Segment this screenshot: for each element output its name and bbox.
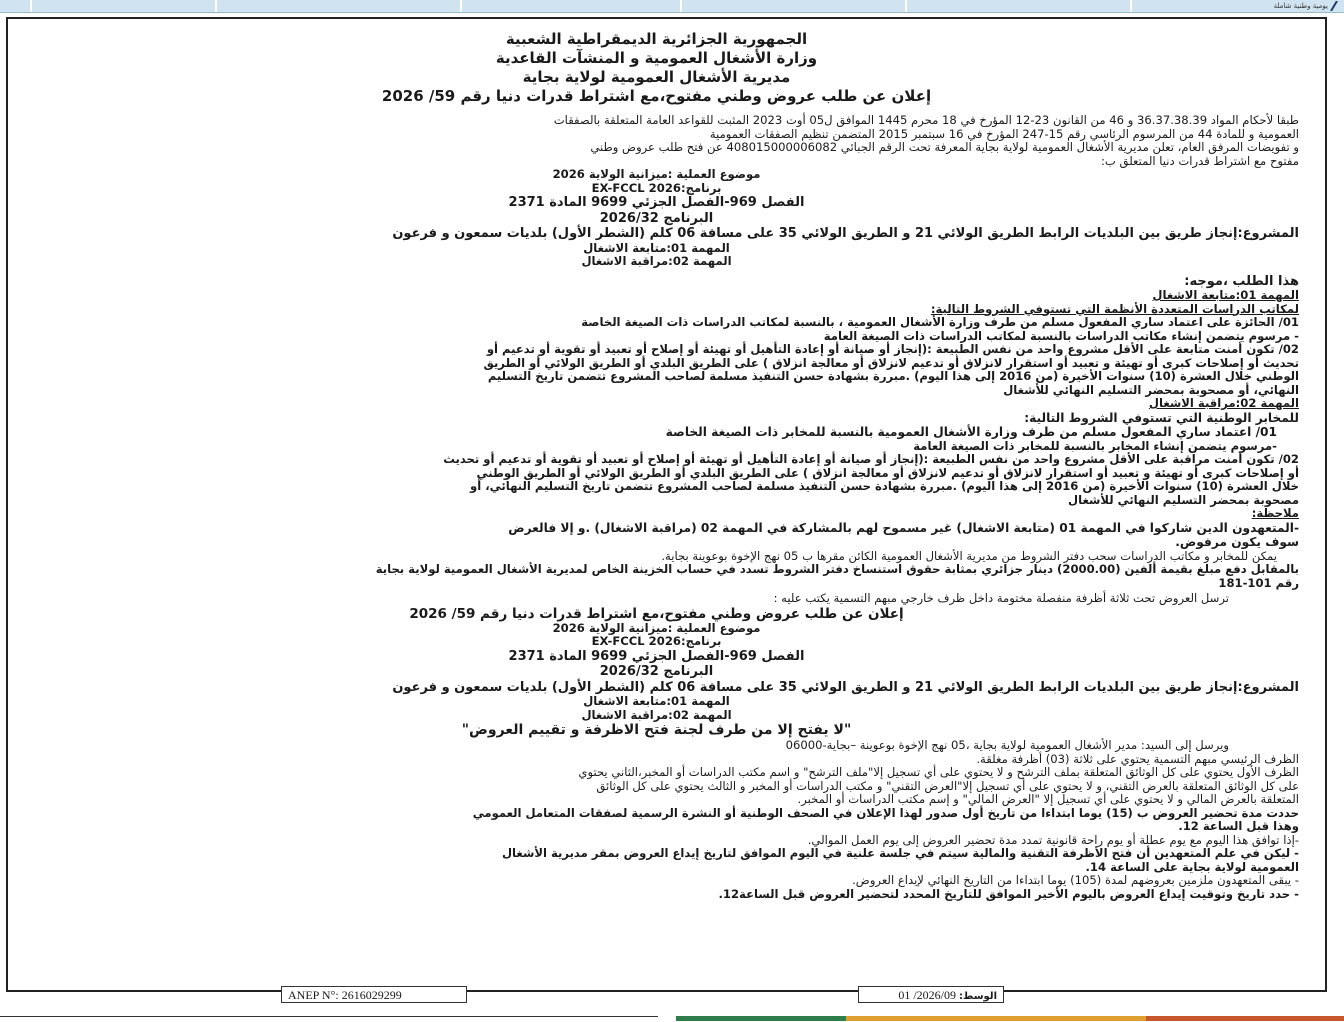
labs-condition: أو إصلاحات كبرى أو تهيئة و تعبيد أو استقرار لانزلاق أو تدعيم لانزلاق أو معالجة انزلاق ) على الطريق البلدي أو الطريق الولائي أو الطريق الوطني: [476, 465, 1299, 480]
submission-line: - يبقى المتعهدون ملزمين بعروضهم لمدة (105) يوما ابتداءا من التاريخ النهائي لإيداع العروض.: [852, 873, 1299, 887]
submission-line: - ليكن في علم المتعهدين أن فتح الأظرفة التقنية والمالية سيتم في جلسة علنية في اليوم الموافق لتاريخ إيداع العروض بمقر مديرية الأشغال: [501, 846, 1299, 860]
offices-condition: النهائي، أو مصحوبة بمحضر التسليم النهائي للأشغال: [1003, 382, 1299, 397]
operation-subject: موضوع العملية :ميزانية الولاية 2026: [552, 167, 761, 181]
bottom-strip-orange: [846, 1016, 1146, 1021]
intro-paragraph: [14, 114, 1299, 168]
masthead-separator: [1130, 0, 1132, 12]
offices-heading: لمكاتب الدراسات المتعددة الأنظمة التي تستوفي الشروط التالية:: [930, 301, 1299, 316]
withdrawal-line: يمكن للمخابر و مكاتب الدراسات سحب دفتر الشروط من مديرية الأشغال العمومية الكائن مقرها ب 05 نهج الإخوة بوعوينة بجاية.: [661, 548, 1277, 563]
task2-label: المهمة 02:مراقبة الاشغال: [581, 254, 732, 268]
masthead-separator: [30, 0, 32, 12]
submission-line: المتعلقة بالعرض المالي و لا يحتوي على أي تسجيل إلا "العرض المالي" و إسم مكتب الدراسات أو المخبر.: [797, 792, 1299, 806]
announcement-body: [14, 30, 1299, 901]
operation-chapter: الفصل 969-الفصل الجزئي 9699 المادة 2371: [508, 195, 805, 210]
bottom-strip-green: [676, 1016, 846, 1021]
logo-text: يومية وطنية شاملة: [1273, 2, 1328, 10]
submission-line: الظرف الرئيسي مبهم التسمية يحتوي على ثلاثة (03) أظرفة مغلقة.: [976, 751, 1299, 766]
envelope-program-label: برنامج:EX-FCCL 2026: [591, 634, 722, 648]
republic-heading: الجمهورية الجزائرية الديمقراطية الشعبية: [505, 30, 808, 48]
note-line: سوف يكون مرفوض.: [1175, 535, 1299, 549]
intro-line: العمومية و للمادة 44 من المرسوم الرئاسي رقم 15-247 المؤرخ في 16 سبتمبر 2015 المتضمن تنظيم الصفقات العمومية: [709, 126, 1299, 141]
labs-condition: 02/ تكون أمنت مراقبة على الأقل مشروع واحد من نفس الطبيعة :(إنجاز أو صيانة أو إعادة التأهيل أو تهيئة أو إصلاح أو تعبيد أو تقوية أو تدعيم أو تحديث: [443, 452, 1299, 466]
ministry-heading: وزارة الأشغال العمومية و المنشآت القاعدية: [495, 49, 818, 67]
note-line: -المتعهدون الدين شاركوا في المهمة 01 (متابعة الاشغال) غير مسموح لهم بالمشاركة في المهمة 02 (مراقبة الاشغال) .و إلا فالعرض: [508, 520, 1299, 535]
task1-label: المهمة 01:متابعة الاشغال: [583, 240, 730, 255]
submission-line: -إذا توافق هذا اليوم مع يوم عطلة أو يوم راحة قانونية تمدد مدة تحضير العروض إلى يوم العمل الموالي.: [807, 832, 1299, 847]
submission-address: ويرسل إلى السيد: مدير الأشغال العمومية لولاية بجاية ،05 نهج الإخوة بوعوينة –بجاية-06000: [785, 738, 1229, 752]
envelope-task2: المهمة 02:مراقبة الاشغال: [581, 707, 732, 722]
do-not-open-notice: "لا يفتح إلا من طرف لجنة فتح الاظرفة و تقييم العروض": [461, 722, 852, 738]
operation-program-label: برنامج:EX-FCCL 2026: [591, 180, 722, 195]
labs-heading: للمخابر الوطنية التي تستوفي الشروط التالية:: [1024, 410, 1299, 425]
labs-condition: مصحوبة بمحضر التسليم النهائي للأشغال: [1068, 492, 1299, 507]
submission-line: الظرف الأول يحتوي على كل الوثائق المتعلقة بملف الترشح و لا يحتوي على أي تسجيل إلا"ملف الترشح" و اسم مكتب الدراسات أو المخبر،الثاني يحتوي: [578, 765, 1299, 779]
offices-condition: الوطني خلال العشرة (10) سنوات الأخيرة (من 2016 إلى هذا اليوم) .مبررة بشهادة حسن التنفيذ مسلمة لصاحب المشروع تتضمن تاريخ التسليم: [487, 369, 1299, 383]
withdrawal-payment: بالمقابل دفع مبلغ بقيمة ألفين (2000.00) دينار جزائري بمثابة حقوق استنساخ دفتر الشروط تسدد في حساب الخزينة الخاص لمديرية الأشغال العمومية لولاية بجاية: [375, 562, 1299, 576]
request-task1-heading: المهمة 01:متابعة الاشغال: [1152, 288, 1299, 302]
request-task2-heading: المهمة 02:مراقبة الاشغال: [1148, 396, 1299, 410]
withdrawal-account: رقم 101-181: [1218, 575, 1299, 590]
submission-line: على كل الوثائق المتعلقة بالعرض التقني، و لا يحتوي على أي تسجيل إلا"العرض التقني" و مكتب الدراسات أو المخبر و الثالث يحتوي على كل الوثائق: [596, 778, 1299, 793]
bottom-rule-left: [0, 1016, 658, 1022]
publication-date: 2026/09/ 01: [898, 988, 956, 1002]
envelope-chapter: الفصل 969-الفصل الجزئي 9699 المادة 2371: [508, 648, 805, 664]
directorate-heading: مديرية الأشغال العمومية لولاية بجاية: [522, 68, 791, 86]
submission-line: حددت مدة تحضير العروض ب (15) يوما ابتداءا من تاريخ أول صدور لهذا الإعلان في الصحف الوطنية أو النشرة الرسمية لصفقات المتعامل العمومي: [472, 805, 1299, 820]
newspaper-logo: [1274, 0, 1338, 12]
envelope-title: إعلان عن طلب عروض وطني مفتوح،مع اشتراط قدرات دنيا رقم 59/ 2026: [409, 605, 904, 622]
operation-program: البرنامج 2026/32: [599, 210, 714, 226]
offices-condition: تحديث أو إصلاحات كبرى أو تهيئة و تعبيد أو استقرار لانزلاق أو تدعيم لانزلاق أو معالجة انزلاق ) على الطريق البلدي أو الطريق الولائي أو الطريق: [483, 355, 1299, 370]
submission-line: - حدد تاريخ وتوقيت إيداع العروض باليوم الأخير الموافق للتاريخ المحدد لتحضير العروض قبل الساعة12.: [718, 886, 1299, 901]
envelope-instruction: ترسل العروض تحت ثلاثة أظرفة منفصلة مختومة داخل ظرف خارجي مبهم التسمية يكتب عليه :: [773, 591, 1229, 605]
labs-condition: -مرسوم يتضمن إنشاء المخابر بالنسبة للمخابر ذات الصيغة العامة: [913, 438, 1277, 453]
note-heading: ملاحظة:: [1251, 506, 1299, 520]
masthead-separator: [905, 0, 907, 12]
logo-slash-icon: [1330, 1, 1338, 11]
intro-line: و تفويضات المرفق العام، تعلن مديرية الأشغال العمومية لولاية بجاية المعرفة تحت الرقم الجبائي 408015000006082 عن فتح طلب عروض وطني: [590, 140, 1299, 154]
intro-line: مفتوح مع اشتراط قدرات دنيا المتعلق ب:: [1101, 153, 1299, 168]
masthead-separator: [680, 0, 682, 12]
project-title: المشروع:إنجاز طريق بين البلديات الرابط الطريق الولائي 21 و الطريق الولائي 35 على مسافة 06 كلم (الشطر الأول) بلديات سمعون و فرعون: [392, 226, 1299, 241]
bottom-strip-red: [1146, 1016, 1344, 1021]
publication-date-badge: [858, 986, 1004, 1003]
offices-condition: 02/ تكون أمنت متابعة على الأقل مشروع واحد من نفس الطبيعة :(إنجاز أو صيانة أو إعادة التأهيل أو تهيئة أو إصلاح أو تعبيد أو تقوية أو تدعيم أو: [486, 342, 1299, 356]
envelope-project: المشروع:إنجاز طريق بين البلديات الرابط الطريق الولائي 21 و الطريق الولائي 35 على مسافة 06 كلم (الشطر الأول) بلديات سمعون و فرعون: [392, 679, 1299, 695]
offices-condition: - مرسوم يتضمن إنشاء مكاتب الدراسات بالنسبة لمكاتب الدراسات ذات الصيغة العامة: [823, 328, 1299, 343]
submission-line: العمومية لولاية بجاية على الساعة 14.: [1085, 859, 1299, 874]
masthead-separator: [215, 0, 217, 12]
offices-condition: 01/ الحائزة على اعتماد ساري المفعول مسلم من طرف وزارة الأشغال العمومية ، بالنسبة لمكاتب الدراسات ذات الصيغة الخاصة: [581, 315, 1299, 329]
newspaper-name: الوسط:: [959, 991, 997, 1002]
labs-condition-1: 01/ اعتماد ساري المفعول مسلم من طرف وزارة الأشغال العمومية بالنسبة للمخابر ذات الصيغة الخاصة: [665, 425, 1277, 439]
masthead-separator: [460, 0, 462, 12]
announcement-title: إعلان عن طلب عروض وطني مفتوح،مع اشتراط قدرات دنيا رقم 59/ 2026: [381, 87, 932, 105]
labs-condition: خلال العشرة (10) سنوات الأخيرة (من 2016 إلى هذا اليوم) .مبررة بشهادة حسن التنفيذ مسلمة لصاحب المشروع تتضمن تاريخ التسليم النهائي، أو: [470, 479, 1299, 493]
envelope-task1: المهمة 01:متابعة الاشغال: [583, 694, 730, 708]
anep-number-badge: ANEP N°: 2616029299: [281, 986, 467, 1003]
masthead-bar: [0, 0, 1344, 13]
intro-line: طبقا لأحكام المواد 36.37.38.39 و 46 من القانون 23-12 المؤرخ في 18 محرم 1445 الموافق ل05 أوت 2023 المثبت للقواعد العامة المتعلقة بالصفقات: [553, 113, 1299, 127]
envelope-program: البرنامج 2026/32: [599, 664, 714, 679]
submission-line: وهذا قبل الساعة 12.: [1178, 819, 1299, 833]
request-title: هذا الطلب ،موجه:: [1184, 273, 1299, 289]
envelope-subject: موضوع العملية :ميزانية الولاية 2026: [552, 620, 761, 635]
